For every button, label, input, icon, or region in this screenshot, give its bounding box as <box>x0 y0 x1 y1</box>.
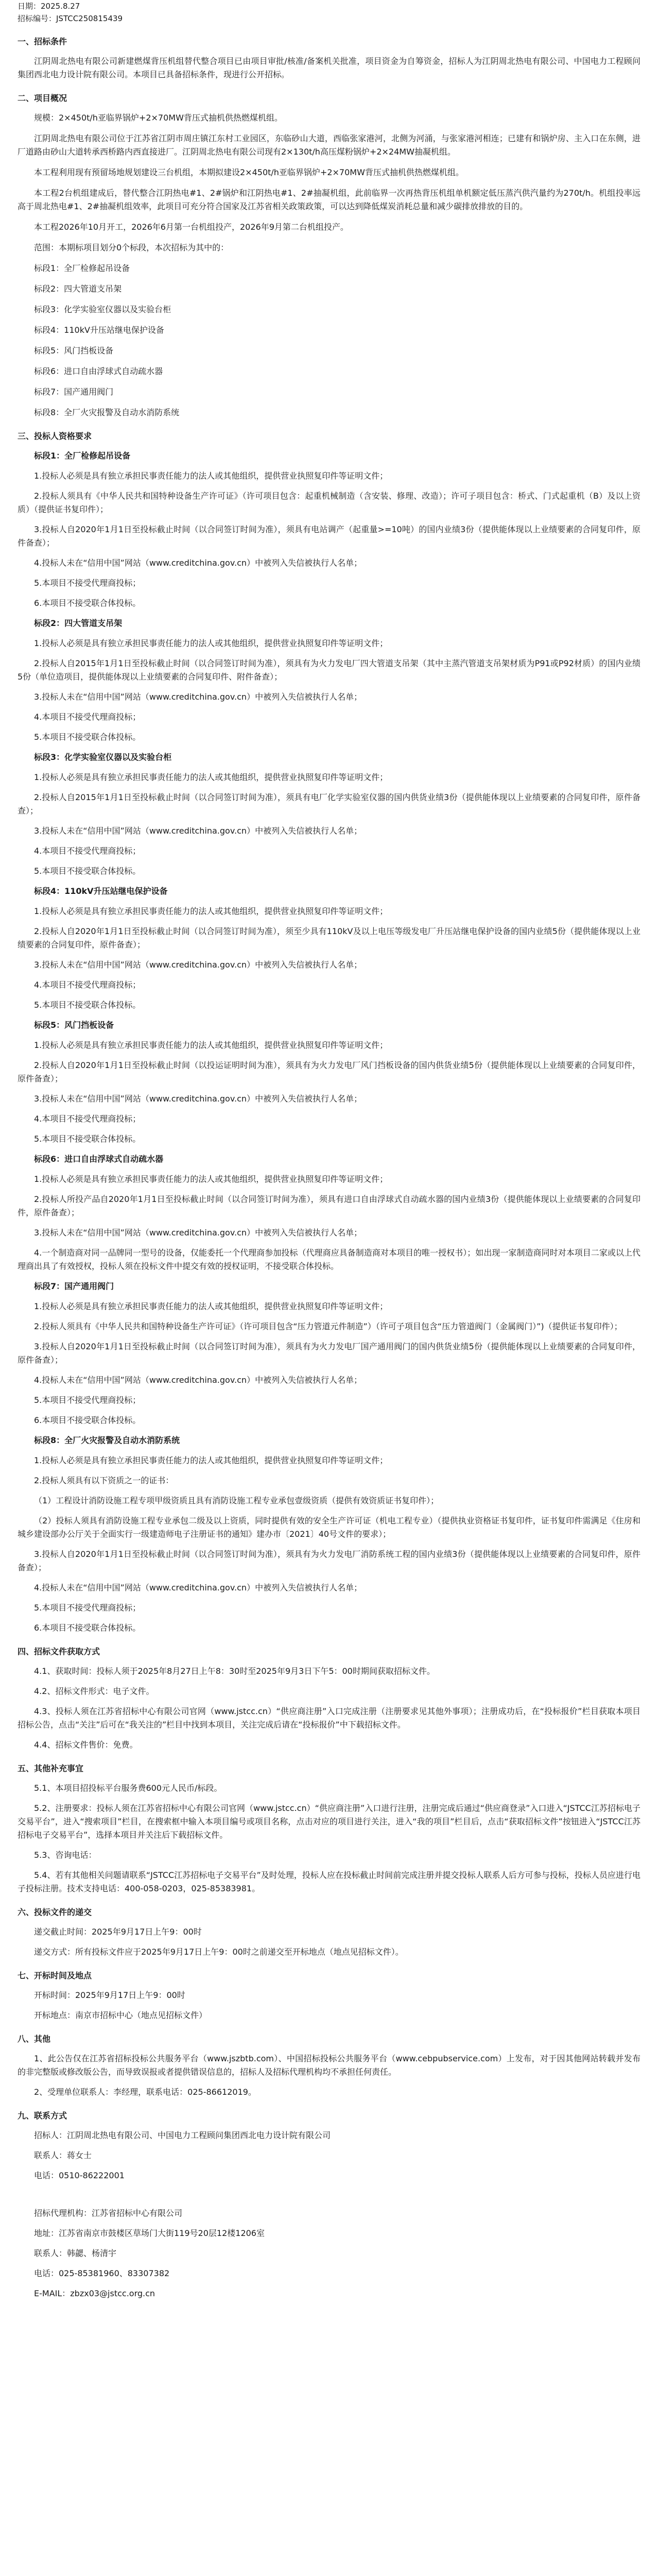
section-title: 六、投标文件的递交 <box>18 1907 92 1917</box>
requirement-item: 4.本项目不接受代理商投标； <box>34 712 141 722</box>
section-bid-submission <box>18 1906 640 1959</box>
requirement-item: 1.投标人必须是具有独立承担民事责任能力的法人或其他组织，提供营业执照复印件等证明文件； <box>34 638 388 648</box>
section-document-access <box>18 1646 640 1752</box>
info-item: 5.2、注册要求：投标人须在江苏省招标中心有限公司官网（www.jstcc.cn）“供应商注册”入口进行注册，注册完成后通过“供应商登录”入口进入“JSTCC江苏招标电子交易平台”，进入“搜索项目”栏目，在搜索框中输入本项目编号或项目名称，点击对应的项目进行关注，进入“我的项目”栏目后，点击“获取招标文件”按钮进入“JSTCC江苏招标电子交易平台”，选择本项目并关注后下载招标文件。 <box>18 1803 640 1840</box>
info-item: 4.4、招标文件售价：免费。 <box>34 1740 138 1750</box>
paragraph: 本工程2026年10月开工，2026年6月第一台机组投产，2026年9月第二台机组投产。 <box>34 222 349 232</box>
lot-list-item: 标段7：国产通用阀门 <box>34 387 114 397</box>
info-item: 2、受理单位联系人：李经理，联系电话：025-86612019。 <box>34 2087 256 2097</box>
requirement-item: 1.投标人必须是具有独立承担民事责任能力的法人或其他组织，提供营业执照复印件等证明文件； <box>34 1455 388 1465</box>
section-title: 三、投标人资格要求 <box>18 431 92 441</box>
requirement-item: 1.投标人必须是具有独立承担民事责任能力的法人或其他组织，提供营业执照复印件等证明文件； <box>34 1174 388 1184</box>
section-tender-conditions <box>18 36 640 81</box>
info-item: 4.2、招标文件形式：电子文件。 <box>34 1686 154 1696</box>
lot-title: 标段7：国产通用阀门 <box>34 1281 114 1291</box>
requirement-item: 2.投标人须具有《中华人民共和国特种设备生产许可证》（许可项目包含“压力管道元件制造”）（许可子项目包含“压力管道阀门（金属阀门）”)（提供证书复印件）； <box>34 1321 622 1331</box>
agent-contact <box>18 2207 640 2300</box>
info-item: 开标地点：南京市招标中心（地点见招标文件） <box>34 2010 207 2020</box>
section-qualification <box>18 430 640 1635</box>
requirement-item: 4.本项目不接受代理商投标； <box>34 1114 141 1124</box>
contact-line: 招标人：江阴周北热电有限公司、中国电力工程顾问集团西北电力设计院有限公司 <box>34 2130 331 2140</box>
contact-email[interactable]: E-MAIL：zbzx03@jstcc.org.cn <box>34 2289 155 2298</box>
requirement-item: 1.投标人必须是具有独立承担民事责任能力的法人或其他组织，提供营业执照复印件等证明文件； <box>34 1301 388 1311</box>
lot-3-requirements <box>18 751 640 878</box>
requirement-item: 2.投标人所投产品自2020年1月1日至投标截止时间（以合同签订时间为准），须具有进口自由浮球式自动疏水器的国内业绩3份（提供能体现以上业绩要素的合同复印件，原件备查）； <box>18 1194 640 1217</box>
lot-6-requirements <box>18 1153 640 1273</box>
requirement-item: 5.本项目不接受联合体投标。 <box>34 866 141 876</box>
info-item: 递交截止时间：2025年9月17日上午9：00时 <box>34 1927 202 1937</box>
contact-line: 地址：江苏省南京市鼓楼区草场门大街119号20层12楼1206室 <box>34 2228 265 2238</box>
requirement-item: 5.本项目不接受联合体投标。 <box>34 732 141 742</box>
lot-list-item: 标段6：进口自由浮球式自动疏水器 <box>34 366 163 376</box>
paragraph: 江阴周北热电有限公司新建燃煤背压机组替代整合项目已由项目审批/核准/备案机关批准，项目资金为自筹资金，招标人为江阴周北热电有限公司、中国电力工程顾问集团西北电力设计院有限公司。本项目已具备招标条件，现进行公开招标。 <box>18 56 640 79</box>
requirement-item: 4.投标人未在“信用中国”网站（www.creditchina.gov.cn）中被列入失信被执行人名单； <box>34 1375 362 1385</box>
section-title: 二、项目概况 <box>18 93 67 103</box>
info-item: 递交方式：所有投标文件应于2025年9月17日上午9：00时之前递交至开标地点（地点见招标文件）。 <box>34 1947 404 1957</box>
contact-line: 联系人：蒋女士 <box>34 2150 92 2160</box>
section-bid-opening <box>18 1970 640 2022</box>
info-item: 5.4、若有其他相关问题请联系“JSTCC江苏招标电子交易平台”及时处理，投标人应在投标截止时间前完成注册并提交投标人联系人后方可参与投标，投标人员应进行电子投标注册。技术支持电话：400-058-0203，025-85383981。 <box>18 1870 640 1893</box>
requirement-item: （2）投标人须具有消防设施工程专业承包二级及以上资质，同时提供有效的安全生产许可证（机电工程专业）（提供执业资格证书复印件，证书复印件需满足《住房和城乡建设部办公厅关于全面实行一级建造师电子注册证书的通知》建办市〔2021〕40号文件的要求）； <box>18 1516 640 1539</box>
paragraph: 本工程2台机组建成后，替代整合江阴热电#1、2#锅炉和江阴热电#1、2#抽凝机组，此前临界一次再热背压机组单机额定低压蒸汽供汽量约为270t/h。机组投率远高于周北热电#1、2#抽凝机组效率，此项目可充分符合国家及江苏省相关政策政策，可以达到降低煤炭消耗总量和减少碳排放排放的目的。 <box>18 188 640 211</box>
requirement-item: 3.投标人自2020年1月1日至投标截止时间（以合同签订时间为准），须具有为火力发电厂国产通用阀门的国内供货业绩5份（提供能体现以上业绩要素的合同复印件，原件备查）； <box>18 1342 640 1365</box>
requirement-item: 1.投标人必须是具有独立承担民事责任能力的法人或其他组织，提供营业执照复印件等证明文件； <box>34 772 388 782</box>
requirement-item: 5.本项目不接受代理商投标； <box>34 1603 141 1613</box>
contact-line: 招标代理机构：江苏省招标中心有限公司 <box>34 2208 183 2218</box>
requirement-item: 4.投标人未在“信用中国”网站（www.creditchina.gov.cn）中被列入失信被执行人名单； <box>34 1583 362 1592</box>
section-supplementary <box>18 1762 640 1895</box>
contact-line: 电话：0510-86222001 <box>34 2171 125 2180</box>
paragraph: 江阴周北热电有限公司位于江苏省江阴市周庄镇江东村工业园区，东临砂山大道，西临张家港河，北侧为河涌，与张家港河相连；已建有和锅炉房、主入口在东侧，进厂道路由砂山大道转承西桥路内西直接进厂。江阴周北热电有限公司现有2×130t/h高压煤粉锅炉+2×24MW抽凝机组。 <box>18 133 640 157</box>
tenderer-contact <box>18 2129 640 2182</box>
lot-list-item: 标段8：全厂火灾报警及自动水消防系统 <box>34 408 180 417</box>
lot-title: 标段2：四大管道支吊架 <box>34 618 123 628</box>
requirement-item: 2.投标人须具有《中华人民共和国特种设备生产许可证》（许可项目包含：起重机械制造（含安装、修理、改造）；许可子项目包含：桥式、门式起重机（B）及以上资质）（提供证书复印件）； <box>18 491 640 514</box>
section-project-overview <box>18 92 640 419</box>
requirement-item: 1.投标人必须是具有独立承担民事责任能力的法人或其他组织，提供营业执照复印件等证明文件； <box>34 471 388 481</box>
lot-title: 标段8：全厂火灾报警及自动水消防系统 <box>34 1435 180 1445</box>
lot-4-requirements <box>18 885 640 1012</box>
requirement-item: 6.本项目不接受联合体投标。 <box>34 1623 141 1633</box>
section-other <box>18 2033 640 2099</box>
requirement-item: 2.投标人须具有以下资质之一的证书： <box>34 1476 174 1485</box>
info-item: 4.3、投标人须在江苏省招标中心有限公司官网（www.jstcc.cn）“供应商注册”入口完成注册（注册要求见其他外事项）；注册成功后，在“投标报价”栏目获取本项目招标公告，点击“关注”后可在“我关注的”栏目中找到本项目，关注完成后请在“投标报价”中下载招标文件。 <box>18 1706 640 1730</box>
requirement-item: （1）工程设计消防设施工程专项甲级资质且具有消防设施工程专业承包壹级资质（提供有效资质证书复印件）； <box>34 1496 439 1505</box>
requirement-item: 2.投标人自2015年1月1日至投标截止时间（以合同签订时间为准），须具有电厂化学实验室仪器的国内供货业绩3份（提供能体现以上业绩要素的合同复印件，原件备查）； <box>18 792 640 816</box>
requirement-item: 5.本项目不接受代理商投标； <box>34 578 141 588</box>
requirement-item: 3.投标人未在“信用中国”网站（www.creditchina.gov.cn）中被列入失信被执行人名单； <box>34 1094 362 1104</box>
section-contact <box>18 2110 640 2300</box>
lot-8-requirements <box>18 1434 640 1635</box>
document-header <box>18 0 640 25</box>
requirement-item: 1.投标人必须是具有独立承担民事责任能力的法人或其他组织，提供营业执照复印件等证明文件； <box>34 906 388 916</box>
lot-list-item: 标段5：风门挡板设备 <box>34 346 114 355</box>
contact-line: 电话：025-85381960、83307382 <box>34 2268 170 2278</box>
info-item: 5.1、本项目招投标平台服务费600元人民币/标段。 <box>34 1783 222 1793</box>
requirement-item: 4.投标人未在“信用中国”网站（www.creditchina.gov.cn）中被列入失信被执行人名单； <box>34 558 362 568</box>
requirement-item: 3.投标人未在“信用中国”网站（www.creditchina.gov.cn）中被列入失信被执行人名单； <box>34 826 362 836</box>
requirement-item: 2.投标人自2015年1月1日至投标截止时间（以合同签订时间为准），须具有为火力发电厂四大管道支吊架（其中主蒸汽管道支吊架材质为P91或P92材质）的国内业绩5份（单位造项目，提供能体现以上业绩要素的合同复印件、附件备查）； <box>18 658 640 682</box>
contact-line: 联系人：韩勰、杨清宇 <box>34 2248 117 2258</box>
requirement-item: 6.本项目不接受联合体投标。 <box>34 598 141 608</box>
lot-title: 标段1：全厂检修起吊设备 <box>34 451 131 461</box>
section-title: 七、开标时间及地点 <box>18 1971 92 1980</box>
requirement-item: 3.投标人自2020年1月1日至投标截止时间（以合同签订时间为准），须具有电站调产（起重量>=10吨）的国内业绩3份（提供能体现以上业绩要素的合同复印件，原件备查）； <box>18 524 640 548</box>
requirement-item: 4.本项目不接受代理商投标； <box>34 846 141 856</box>
section-title: 四、招标文件获取方式 <box>18 1647 100 1656</box>
lot-list-item: 标段3：化学实验室仪器以及实验台柜 <box>34 304 171 314</box>
info-item: 开标时间：2025年9月17日上午9：00时 <box>34 1990 185 2000</box>
requirement-item: 5.本项目不接受代理商投标； <box>34 1395 141 1405</box>
lot-list-item: 标段1：全厂检修起吊设备 <box>34 263 130 273</box>
lot-title: 标段3：化学实验室仪器以及实验台柜 <box>34 752 172 762</box>
requirement-item: 3.投标人未在“信用中国”网站（www.creditchina.gov.cn）中被列入失信被执行人名单； <box>34 1228 362 1238</box>
announcement-date: 日期：2025.8.27 <box>18 2 80 11</box>
requirement-item: 5.本项目不接受联合体投标。 <box>34 1000 141 1010</box>
section-title: 一、招标条件 <box>18 37 67 46</box>
paragraph: 规模：2×450t/h亚临界锅炉+2×70MW背压式抽机供热燃煤机组。 <box>34 113 283 123</box>
section-title: 九、联系方式 <box>18 2111 67 2121</box>
lot-title: 标段6：进口自由浮球式自动疏水器 <box>34 1154 164 1164</box>
spacer <box>18 2189 640 2207</box>
requirement-item: 2.投标人自2020年1月1日至投标截止时间（以投运证明时间为准），须具有为火力发电厂风门挡板设备的国内供货业绩5份（提供能体现以上业绩要素的合同复印件，原件备查）； <box>18 1060 640 1083</box>
requirement-item: 3.投标人未在“信用中国”网站（www.creditchina.gov.cn）中被列入失信被执行人名单； <box>34 692 362 702</box>
section-title: 八、其他 <box>18 2034 51 2044</box>
requirement-item: 3.投标人未在“信用中国”网站（www.creditchina.gov.cn）中被列入失信被执行人名单； <box>34 960 362 970</box>
lot-list-item: 标段2：四大管道支吊架 <box>34 284 122 294</box>
requirement-item: 1.投标人必须是具有独立承担民事责任能力的法人或其他组织，提供营业执照复印件等证明文件； <box>34 1040 388 1050</box>
requirement-item: 4.一个制造商对同一品牌同一型号的设备，仅能委托一个代理商参加投标（代理商应具备制造商对本项目的唯一授权书）；如出现一家制造商同时对本项目二家或以上代理商出具了有效授权，投标人须在投标文件中提交有效的授权证明，不接受联合体投标。 <box>18 1248 640 1271</box>
lot-1-requirements <box>18 449 640 610</box>
paragraph: 范围：本期标项目划分0个标段，本次招标为其中的： <box>34 243 229 252</box>
tender-number: 招标编号：JSTCC250815439 <box>18 14 123 23</box>
requirement-item: 5.本项目不接受联合体投标。 <box>34 1134 141 1144</box>
lot-7-requirements <box>18 1280 640 1427</box>
requirement-item: 4.本项目不接受代理商投标； <box>34 980 141 990</box>
lot-list-item: 标段4：110kV升压站继电保护设备 <box>34 325 164 335</box>
lot-2-requirements <box>18 617 640 744</box>
section-title: 五、其他补充事宜 <box>18 1764 84 1773</box>
requirement-item: 6.本项目不接受联合体投标。 <box>34 1415 141 1425</box>
lot-5-requirements <box>18 1019 640 1146</box>
info-item: 4.1、获取时间：投标人须于2025年8月27日上午8：30时至2025年9月3日下午5：00时期间获取招标文件。 <box>34 1666 435 1676</box>
requirement-item: 3.投标人自2020年1月1日至投标截止时间（以合同签订时间为准），须具有为火力发电厂消防系统工程的国内业绩3份（提供能体现以上业绩要素的合同复印件，原件备查）； <box>18 1549 640 1572</box>
info-item: 1、此公告仅在江苏省招标投标公共服务平台（www.jszbtb.com）、中国招标投标公共服务平台（www.cebpubservice.com）上发布，对于因其他网站转载并发布的非完整版或修改版公告，而导致误报或者提供错误信息的，招标人及招标代理机构均不承担任何责任。 <box>18 2054 640 2077</box>
requirement-item: 2.投标人自2020年1月1日至投标截止时间（以合同签订时间为准），须至少具有110kV及以上电压等级发电厂升压站继电保护设备的国内业绩5份（提供能体现以上业绩要素的合同复印件，原件备查）； <box>18 926 640 950</box>
info-item: 5.3、咨询电话： <box>34 1850 97 1860</box>
lot-title: 标段5：风门挡板设备 <box>34 1020 114 1030</box>
paragraph: 本工程利用现有预留场地规划建设三台机组，本期拟建设2×450t/h亚临界锅炉+2×70MW背压式抽机供热燃煤机组。 <box>34 167 464 177</box>
lot-title: 标段4：110kV升压站继电保护设备 <box>34 886 168 896</box>
